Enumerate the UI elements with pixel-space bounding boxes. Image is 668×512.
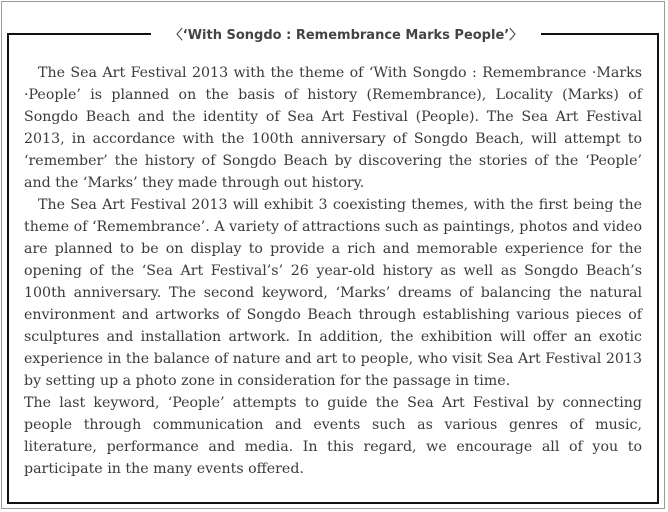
paragraph-remembrance-intro: The Sea Art Festival 2013 with the theme of ‘With Songdo : Remembrance ·Marks ·People’ is planned on the basis of history (Remembrance), Locality (Marks) of Songdo Beach and the identity of Sea Art Festival (People). The Sea Art Festival 2013, in accordance with the 100th anniversary of Songdo Beach, will attempt to ‘remember’ the history of Songdo Beach by discovering the stories of the ‘People’ and the ‘Marks’ they made through out history. — [24, 65, 642, 191]
paragraph-three-themes: The Sea Art Festival 2013 will exhibit 3 coexisting themes, with the first being the theme of ‘Remembrance’. A variety of attractions such as paintings, photos and video are planned to be on display to provide a rich and memorable experience for the opening of the ‘Sea Art Festival’s’ 26 year-old history as well as Songdo Beach’s 100th anniversary. The second keyword, ‘Marks’ dreams of balancing the natural environment and artworks of Songdo Beach through establishing various pieces of sculptures and installation artwork. In addition, the exhibition will offer an exotic experience in the balance of nature and art to people, who visit Sea Art Festival 2013 by setting up a photo zone in consideration for the passage in time. — [24, 197, 642, 389]
body-text — [24, 62, 642, 480]
document-title: 〈‘With Songdo : Remembrance Marks People’〉 — [169, 28, 523, 43]
title-rule-left — [7, 33, 151, 35]
title-rule-right — [541, 33, 659, 35]
paragraph-people: The last keyword, ‘People’ attempts to guide the Sea Art Festival by connecting people through communication and events such as various genres of music, literature, performance and media. In this regard, we encourage all of you to participate in the many events offered. — [24, 395, 642, 477]
